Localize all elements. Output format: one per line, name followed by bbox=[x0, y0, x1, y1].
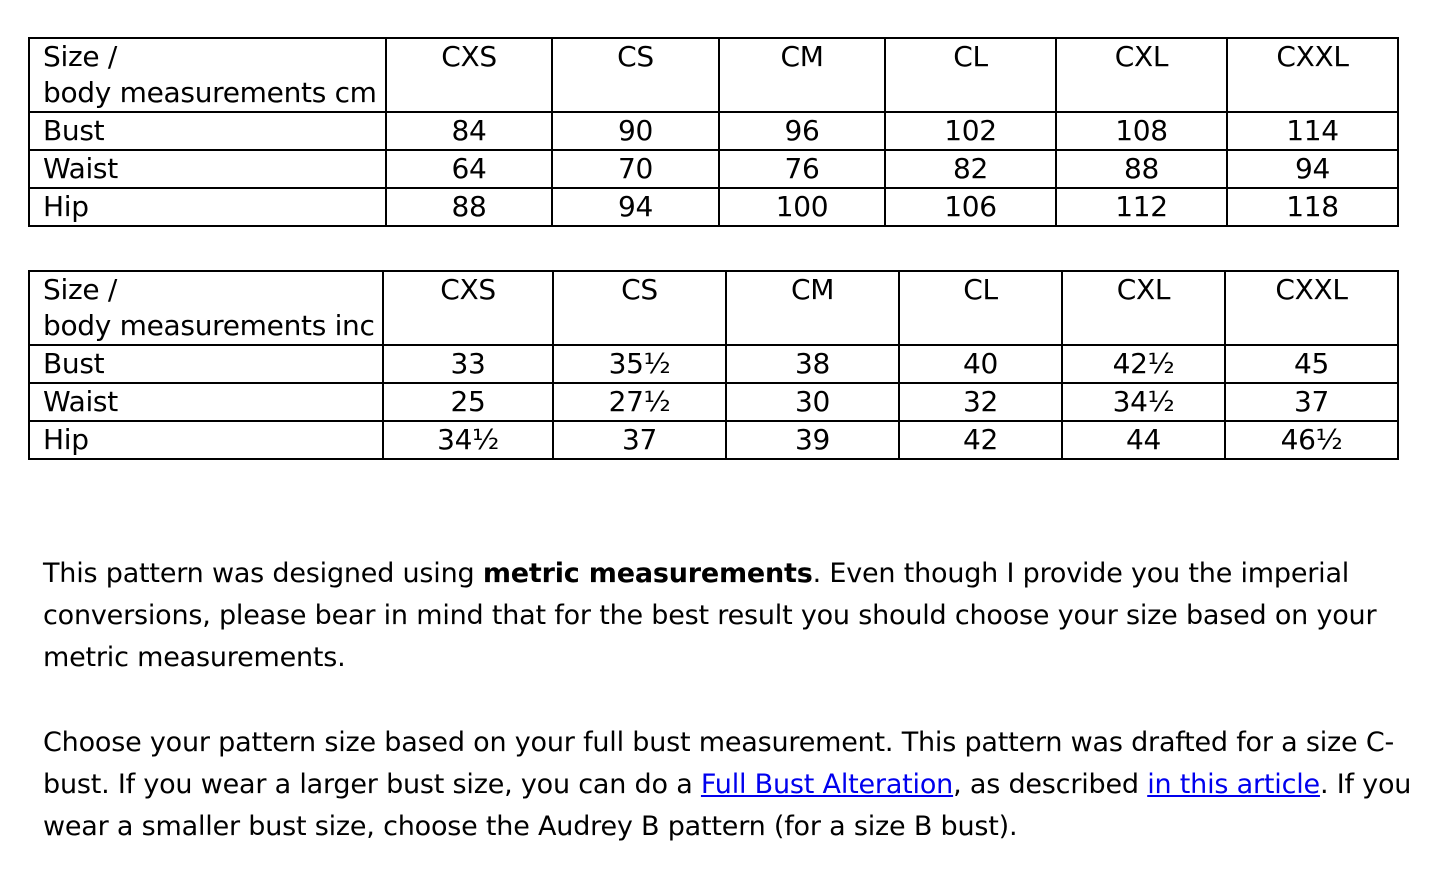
size-header-cell: CXS bbox=[386, 38, 552, 112]
size-header-cell: CS bbox=[553, 271, 726, 345]
metric-note-paragraph bbox=[43, 553, 1413, 679]
size-header-cell: CXL bbox=[1062, 271, 1225, 345]
table-cell: 112 bbox=[1056, 188, 1227, 226]
header-label-cell bbox=[29, 38, 386, 112]
table-cell: 35½ bbox=[553, 345, 726, 383]
table-cell: 64 bbox=[386, 150, 552, 188]
metric-note-text: . Even though I provide you the imperial conversions, please bear in mind that for the best result you should choose your size based on your metric measurements. bbox=[43, 558, 1377, 673]
header-label-line1: Size / bbox=[43, 40, 118, 73]
size-header-cell: CL bbox=[885, 38, 1056, 112]
table-cell: 46½ bbox=[1225, 421, 1398, 459]
row-label: Waist bbox=[29, 383, 383, 421]
size-advice-text: . If you wear a smaller bust size, choose the Audrey B pattern (for a size B bust). bbox=[43, 769, 1412, 842]
size-header-cell: CXXL bbox=[1227, 38, 1398, 112]
size-header-cell: CM bbox=[719, 38, 885, 112]
table-cell: 84 bbox=[386, 112, 552, 150]
row-label: Waist bbox=[29, 150, 386, 188]
table-cell: 88 bbox=[1056, 150, 1227, 188]
metric-note-text: This pattern was designed using bbox=[43, 558, 483, 589]
row-label: Bust bbox=[29, 112, 386, 150]
row-label: Hip bbox=[29, 421, 383, 459]
table-cell: 94 bbox=[1227, 150, 1398, 188]
size-table-inch bbox=[28, 270, 1399, 460]
size-advice-text: , as described bbox=[953, 769, 1148, 800]
table-cell: 32 bbox=[899, 383, 1062, 421]
table-cell: 45 bbox=[1225, 345, 1398, 383]
table-cell: 34½ bbox=[383, 421, 553, 459]
table-cell: 42 bbox=[899, 421, 1062, 459]
table-cell: 34½ bbox=[1062, 383, 1225, 421]
table-cell: 76 bbox=[719, 150, 885, 188]
table-cell: 82 bbox=[885, 150, 1056, 188]
table-row bbox=[29, 150, 1398, 188]
size-advice-text: Choose your pattern size based on your full bust measurement. This pattern was drafted for a size C-bust. If you wear a larger bust size, you can do a bbox=[43, 727, 1395, 800]
table-cell: 39 bbox=[726, 421, 899, 459]
size-header-cell: CS bbox=[552, 38, 719, 112]
table-cell: 102 bbox=[885, 112, 1056, 150]
table-cell: 27½ bbox=[553, 383, 726, 421]
table-cell: 90 bbox=[552, 112, 719, 150]
size-header-cell: CL bbox=[899, 271, 1062, 345]
table-header-row bbox=[29, 271, 1398, 345]
table-row bbox=[29, 383, 1398, 421]
header-label-cell bbox=[29, 271, 383, 345]
row-label: Bust bbox=[29, 345, 383, 383]
table-cell: 25 bbox=[383, 383, 553, 421]
size-table-cm bbox=[28, 37, 1399, 227]
table-cell: 106 bbox=[885, 188, 1056, 226]
size-header-cell: CXL bbox=[1056, 38, 1227, 112]
article-link[interactable]: in this article bbox=[1147, 769, 1320, 800]
table-header-row bbox=[29, 38, 1398, 112]
table-cell: 33 bbox=[383, 345, 553, 383]
table-cell: 30 bbox=[726, 383, 899, 421]
table-cell: 70 bbox=[552, 150, 719, 188]
table-row bbox=[29, 345, 1398, 383]
table-row bbox=[29, 421, 1398, 459]
table-cell: 100 bbox=[719, 188, 885, 226]
table-cell: 114 bbox=[1227, 112, 1398, 150]
size-header-cell: CXXL bbox=[1225, 271, 1398, 345]
table-cell: 38 bbox=[726, 345, 899, 383]
table-cell: 88 bbox=[386, 188, 552, 226]
row-label: Hip bbox=[29, 188, 386, 226]
header-label-line2: body measurements inc bbox=[43, 309, 375, 342]
table-cell: 108 bbox=[1056, 112, 1227, 150]
header-label-line2: body measurements cm bbox=[43, 76, 377, 109]
table-cell: 118 bbox=[1227, 188, 1398, 226]
table-row bbox=[29, 188, 1398, 226]
full-bust-alteration-link[interactable]: Full Bust Alteration bbox=[700, 769, 954, 800]
table-cell: 94 bbox=[552, 188, 719, 226]
table-cell: 44 bbox=[1062, 421, 1225, 459]
metric-emphasis: metric measurements bbox=[482, 558, 813, 589]
header-label-line1: Size / bbox=[43, 273, 118, 306]
table-cell: 40 bbox=[899, 345, 1062, 383]
table-cell: 42½ bbox=[1062, 345, 1225, 383]
size-header-cell: CM bbox=[726, 271, 899, 345]
size-header-cell: CXS bbox=[383, 271, 553, 345]
table-cell: 96 bbox=[719, 112, 885, 150]
table-row bbox=[29, 112, 1398, 150]
table-cell: 37 bbox=[553, 421, 726, 459]
size-advice-paragraph bbox=[43, 722, 1413, 848]
table-cell: 37 bbox=[1225, 383, 1398, 421]
